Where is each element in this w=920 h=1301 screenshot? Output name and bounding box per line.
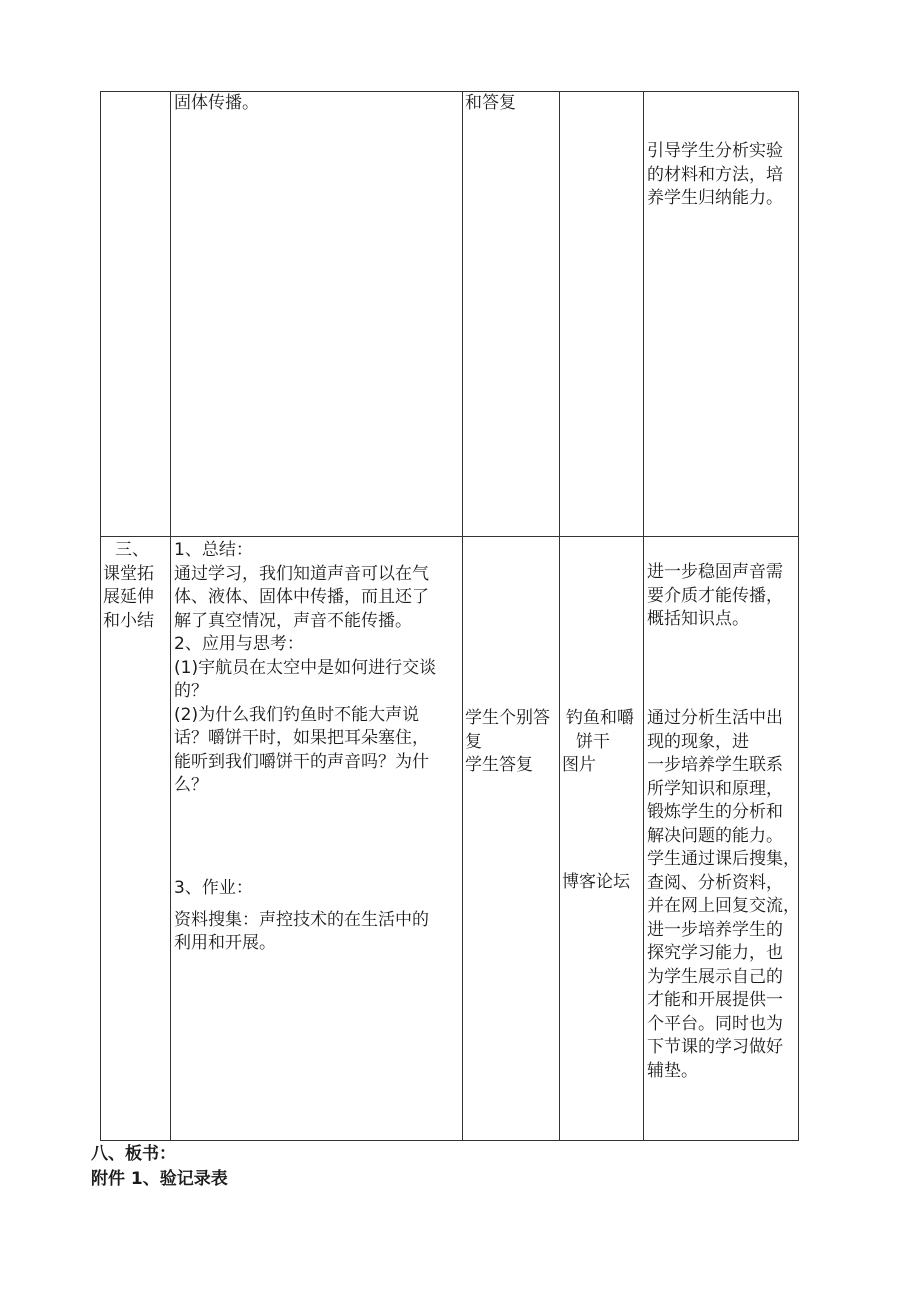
media-block	[562, 871, 643, 895]
media-line: 博客论坛	[562, 872, 630, 892]
content-line: (2)为什么我们钓鱼时不能大声说	[174, 704, 420, 725]
content-line: 体、液体、固体中传播，而且还了	[174, 587, 429, 607]
intent-line: 并在网上回复交流，	[647, 896, 800, 916]
intent-line: 引导学生分析实验	[647, 141, 783, 161]
content-line: 的？	[174, 681, 208, 701]
intent-line: 才能和开展提供一	[647, 990, 783, 1010]
student-activity-block	[465, 707, 559, 778]
stage-line: 和小结	[103, 610, 154, 631]
content-line: 利用和开展。	[174, 933, 276, 953]
intent-line: 辅垫。	[647, 1060, 698, 1081]
student-line: 复	[465, 731, 482, 752]
content-line: 资料搜集：声控技术的在生活中的	[174, 909, 429, 930]
content-text: 固体传播。	[174, 93, 259, 113]
table-row	[101, 537, 799, 1141]
content-cell-row1	[171, 92, 463, 537]
content-line: 解了真空情况，声音不能传播。	[174, 610, 412, 631]
stage-line: 展延伸	[103, 587, 154, 607]
intent-line: 进一步培养学生的	[647, 919, 783, 940]
content-line: 通过学习，我们知道声音可以在气	[174, 563, 429, 584]
intent-line: 进一步稳固声音需	[647, 562, 783, 582]
intent-line: 学生通过课后搜集，	[647, 849, 800, 869]
intent-line: 概括知识点。	[647, 609, 749, 629]
media-line: 图片	[562, 755, 596, 775]
lesson-plan-table	[100, 91, 799, 1141]
board-heading: 八、板书：	[91, 1144, 176, 1164]
content-line: 2、应用与思考：	[174, 634, 304, 654]
appendix-heading: 附件 1、验记录表	[91, 1169, 228, 1189]
intent-line: 所学知识和原理，	[647, 778, 783, 799]
stage-line: 课堂拓	[103, 563, 154, 584]
content-line: 能听到我们嚼饼干的声音吗？为什	[174, 751, 429, 772]
design-intent-block	[647, 140, 798, 211]
media-line: 饼干	[576, 731, 610, 752]
stage-line: 三、	[115, 540, 149, 560]
student-line: 学生个别答	[465, 708, 550, 728]
intent-line: 为学生展示自己的	[647, 966, 783, 987]
intent-line: 查阅、分析资料，	[647, 872, 783, 893]
media-cell-row1	[560, 92, 644, 537]
intent-line: 一步培养学生联系	[647, 755, 783, 775]
stage-cell-row2	[101, 537, 171, 1141]
content-line: 3、作业：	[174, 878, 253, 898]
content-line: 么？	[174, 775, 208, 795]
media-cell-row2	[560, 537, 644, 1141]
intent-line: 解决问题的能力。	[647, 825, 783, 846]
intent-cell-row1	[644, 92, 799, 537]
summary-block	[174, 539, 462, 798]
content-line: (1)宇航员在太空中是如何进行交谈	[174, 657, 437, 678]
content-line: 1、总结：	[174, 540, 253, 560]
intent-cell-row2	[644, 537, 799, 1141]
student-cell-row2	[463, 537, 560, 1141]
intent-line: 通过分析生活中出	[647, 708, 783, 728]
design-intent-block	[647, 707, 798, 1083]
student-activity-text: 和答复	[465, 93, 516, 113]
intent-line: 现的现象，进	[647, 731, 749, 752]
intent-line: 个平台。同时也为	[647, 1013, 783, 1034]
table-row	[101, 92, 799, 537]
homework-block	[174, 877, 462, 956]
intent-line: 养学生归纳能力。	[647, 188, 783, 208]
intent-line: 探究学习能力，也	[647, 943, 783, 963]
content-cell-row2	[171, 537, 463, 1141]
student-cell-row1	[463, 92, 560, 537]
media-block	[562, 707, 643, 778]
stage-label	[103, 539, 170, 633]
media-line: 钓鱼和嚼	[566, 708, 634, 728]
student-line: 学生答复	[465, 755, 533, 775]
intent-line: 锻炼学生的分析和	[647, 802, 783, 822]
content-line: 话？嚼饼干时，如果把耳朵塞住，	[174, 728, 429, 748]
stage-cell-row1	[101, 92, 171, 537]
intent-line: 的材料和方法，培	[647, 164, 783, 185]
intent-line: 要介质才能传播，	[647, 585, 783, 606]
design-intent-block	[647, 561, 798, 632]
intent-line: 下节课的学习做好	[647, 1037, 783, 1057]
